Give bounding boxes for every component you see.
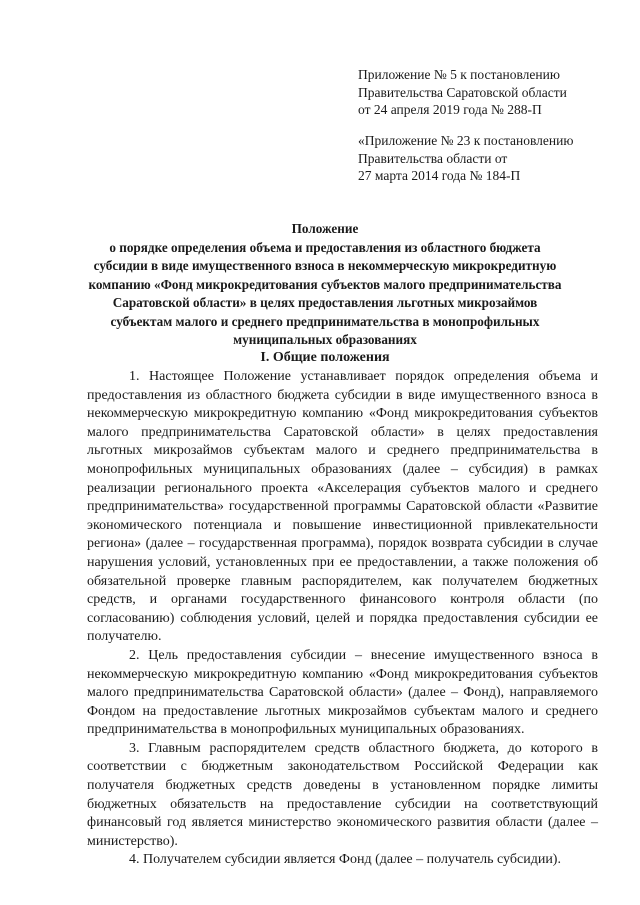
appendix-line: Правительства Саратовской области: [358, 84, 567, 100]
appendix-line: Приложение № 5 к постановлению: [358, 67, 560, 82]
title-line: о порядке определения объема и предоставления из областного бюджета: [109, 239, 541, 255]
title-line: Саратовской области» в целях предоставления льготных микрозаймов: [112, 295, 538, 310]
appendix-line: от 24 апреля 2019 года № 288-П: [358, 102, 542, 117]
title-line: субъектам малого и среднего предпринимательства в монопрофильных: [110, 313, 540, 329]
title-line: Положение: [291, 221, 359, 236]
paragraph: 1. Настоящее Положение устанавливает порядок определения объема и предоставления из областного бюджета субсидии в виде имущественного взноса в некоммерческую микрокредитную компанию «Фонд микрокредитования субъектов малого предпринимательства Саратовской области» в целях предоставления льготных микрозаймов субъектам малого и среднего предпринимательства в монопрофильных муниципальных образованиях (далее – субсидия) в рамках реализации регионального проекта «Акселерация субъектов малого и среднего предпринимательства» государственной программы Саратовской области «Развитие экономического потенциала и повышение инвестиционной привлекательности региона» (далее – государственная программа), порядок возврата субсидии в случае нарушения условий, установленных при ее предоставлении, а также положения об обязательной проверке главным распорядителем, как получателем бюджетных средств, и органами государственного финансового контроля области (по согласованию) соблюдения условий, целей и порядка предоставления субсидии ее получателю.: [87, 369, 598, 645]
appendix-line: Правительства области от: [358, 150, 508, 166]
paragraph: 4. Получателем субсидии является Фонд (далее – получатель субсидии).: [129, 852, 561, 868]
document-title: [60, 220, 590, 350]
document-body: [87, 368, 598, 870]
section-heading: I. Общие положения: [260, 350, 390, 365]
paragraph: 2. Цель предоставления субсидии – внесение имущественного взноса в некоммерческую микрокредитную компанию «Фонд микрокредитования субъектов малого предпринимательства Саратовской области» (далее – Фонд), направляемого Фондом на предоставление льготных микрозаймов субъектам малого и среднего предпринимательства в монопрофильных муниципальных образованиях.: [87, 647, 598, 738]
title-line: субсидии в виде имущественного взноса в некоммерческую микрокредитную: [93, 258, 557, 273]
title-line: муниципальных образованиях: [233, 332, 417, 347]
appendix-previous-header: [358, 132, 573, 185]
title-line: компанию «Фонд микрокредитования субъектов малого предпринимательства: [88, 276, 562, 292]
paragraph: 3. Главным распорядителем средств областного бюджета, до которого в соответствии с бюджетным законодательством Российской Федерации как получателя бюджетных средств доведены в установленном порядке лимиты бюджетных обязательств на предоставление субсидии на соответствующий финансовый год является министерство экономического развития области (далее – министерство).: [87, 740, 598, 849]
appendix-current-header: [358, 66, 567, 119]
appendix-line: «Приложение № 23 к постановлению: [358, 133, 574, 148]
appendix-line: 27 марта 2014 года № 184-П: [358, 168, 521, 183]
